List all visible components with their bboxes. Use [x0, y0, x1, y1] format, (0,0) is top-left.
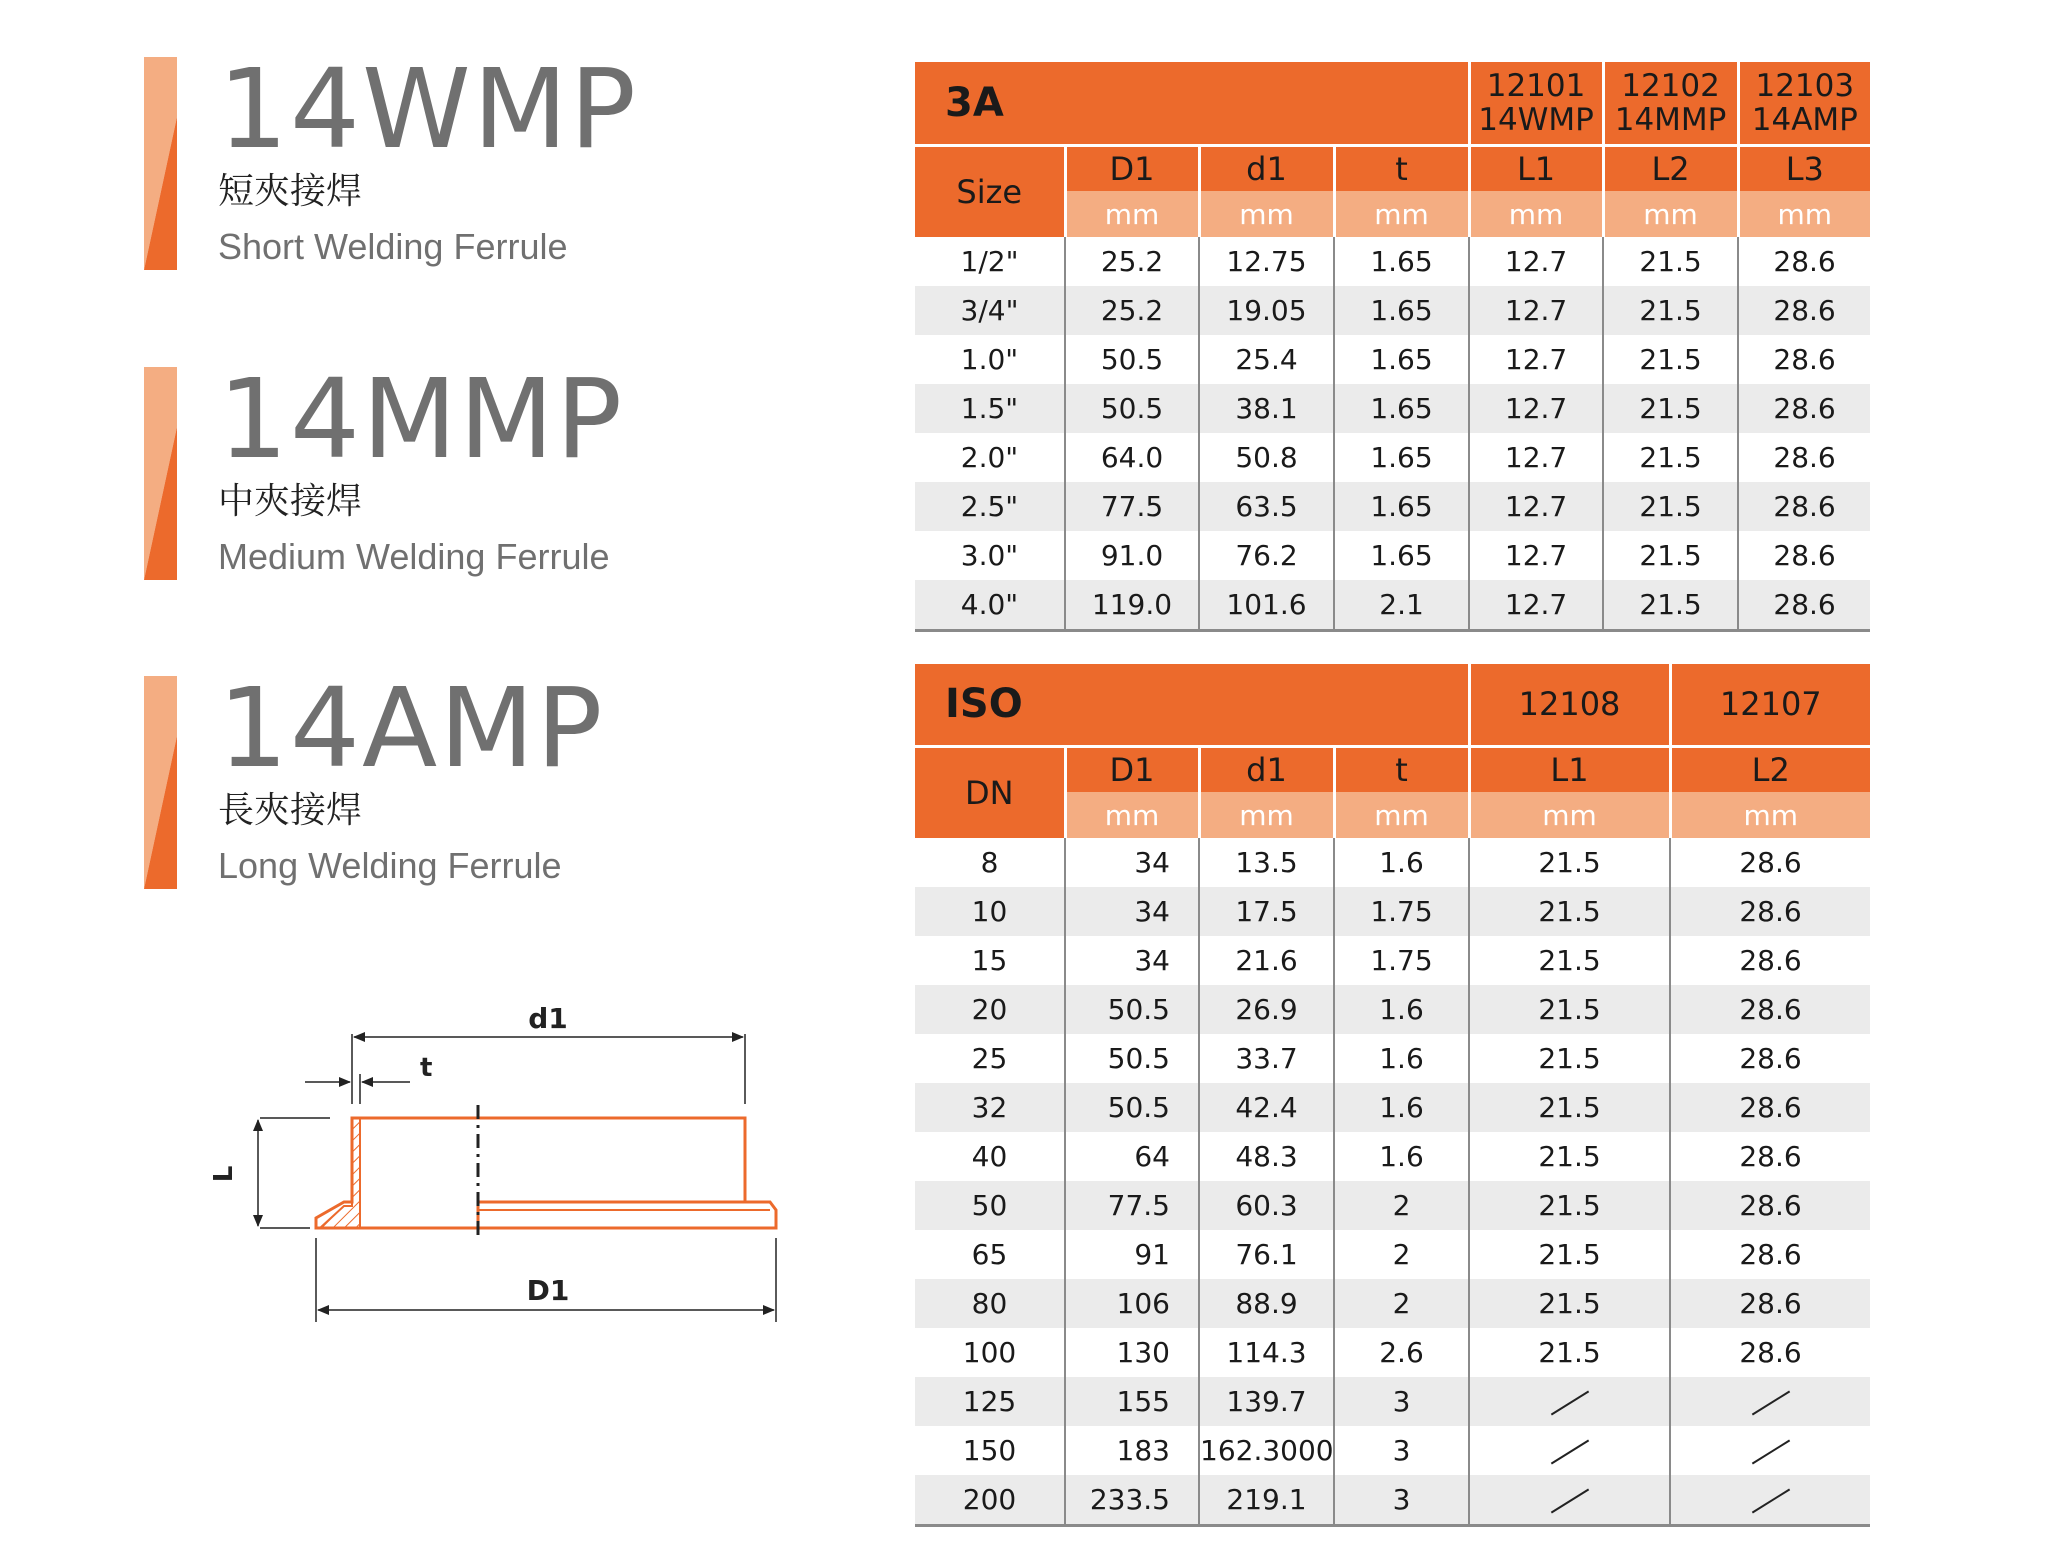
- product-code: 14WMP: [218, 45, 638, 173]
- value-cell: 21.5: [1469, 887, 1670, 936]
- value-cell: [1469, 1377, 1670, 1426]
- size-cell: 1/2": [960, 245, 1019, 278]
- value-cell: 50.5: [1065, 335, 1199, 384]
- product-name-cn: 短夾接焊: [218, 171, 363, 212]
- not-available-mark: [1751, 1439, 1789, 1464]
- value-cell: 28.6: [1738, 482, 1870, 531]
- value-cell: 12.7: [1469, 286, 1603, 335]
- table-3a: [915, 62, 1870, 632]
- value-cell: 77.5: [1065, 1181, 1199, 1230]
- unit-label: mm: [1065, 191, 1199, 237]
- value-cell: 130: [1065, 1328, 1199, 1377]
- value-cell: 25.4: [1199, 335, 1334, 384]
- value-cell: 28.6: [1738, 286, 1870, 335]
- value-cell: 33.7: [1199, 1034, 1334, 1083]
- value-cell: 21.5: [1603, 482, 1738, 531]
- value-cell: 60.3: [1199, 1181, 1334, 1230]
- not-available-mark: [1751, 1488, 1789, 1513]
- table-title: ISO: [915, 664, 1469, 746]
- size-cell: 50: [915, 1181, 1065, 1230]
- col-header: t: [1334, 746, 1469, 792]
- value-cell: 155: [1065, 1377, 1199, 1426]
- value-cell: 1.6: [1334, 1083, 1469, 1132]
- value-cell: 64.0: [1065, 433, 1199, 482]
- table-row: [915, 838, 1870, 887]
- value-cell: 1.6: [1334, 985, 1469, 1034]
- size-cell: 200: [915, 1475, 1065, 1526]
- value-cell: 21.5: [1469, 936, 1670, 985]
- value-cell: 25.2: [1065, 237, 1199, 286]
- value-cell: 50.5: [1065, 985, 1199, 1034]
- table-row: [915, 1328, 1870, 1377]
- value-cell: 21.5: [1603, 531, 1738, 580]
- value-cell: 25.2: [1065, 286, 1199, 335]
- value-cell: 50.5: [1065, 1083, 1199, 1132]
- size-cell: 15: [971, 944, 1008, 977]
- product-name-en: Medium Welding Ferrule: [218, 536, 610, 577]
- col-header: L2: [1603, 145, 1738, 191]
- value-cell: 50.5: [1065, 384, 1199, 433]
- model-header: [1738, 62, 1870, 145]
- col-header: D1: [1065, 746, 1199, 792]
- value-cell: 139.7: [1199, 1377, 1334, 1426]
- not-available-mark: [1550, 1439, 1588, 1464]
- d1-label: d1: [528, 1002, 568, 1035]
- value-cell: 21.5: [1469, 1328, 1670, 1377]
- value-cell: [1469, 1475, 1670, 1526]
- value-cell: 119.0: [1065, 580, 1199, 631]
- value-cell: 48.3: [1199, 1132, 1334, 1181]
- value-cell: 50.8: [1199, 433, 1334, 482]
- model-code: 14WMP: [1478, 101, 1594, 138]
- value-cell: 28.6: [1670, 1230, 1870, 1279]
- table-row: [915, 433, 1870, 482]
- size-cell: 2.0": [960, 441, 1019, 474]
- product-name-en: Long Welding Ferrule: [218, 845, 562, 886]
- size-cell: 65: [971, 1238, 1008, 1271]
- product-name-cn: 長夾接焊: [218, 790, 363, 831]
- value-cell: 2: [1334, 1230, 1469, 1279]
- col-header: L3: [1738, 145, 1870, 191]
- value-cell: 28.6: [1738, 531, 1870, 580]
- product-14mmp: [144, 355, 844, 582]
- value-cell: 17.5: [1199, 887, 1334, 936]
- value-cell: 1.6: [1334, 1034, 1469, 1083]
- value-cell: 12.7: [1469, 531, 1603, 580]
- table-row: [915, 985, 1870, 1034]
- value-cell: 28.6: [1670, 887, 1870, 936]
- product-name-en: Short Welding Ferrule: [218, 226, 568, 267]
- accent-bar: [144, 676, 177, 889]
- value-cell: 183: [1065, 1426, 1199, 1475]
- value-cell: 21.5: [1469, 1132, 1670, 1181]
- value-cell: 1.65: [1334, 237, 1469, 286]
- value-cell: 28.6: [1670, 1034, 1870, 1083]
- model-header: [1469, 62, 1603, 145]
- table-row: [915, 580, 1870, 631]
- value-cell: 28.6: [1670, 1181, 1870, 1230]
- value-cell: [1469, 1426, 1670, 1475]
- unit-label: mm: [1199, 191, 1334, 237]
- table-row: [915, 1034, 1870, 1083]
- value-cell: 21.5: [1603, 384, 1738, 433]
- value-cell: 101.6: [1199, 580, 1334, 631]
- product-code: 14MMP: [218, 355, 625, 483]
- size-cell: 3/4": [915, 286, 1065, 335]
- product-14wmp: [144, 45, 844, 272]
- unit-label: mm: [1334, 792, 1469, 838]
- dn-header: DN: [915, 746, 1065, 838]
- size-cell: 1.5": [915, 384, 1065, 433]
- table-row: [915, 531, 1870, 580]
- value-cell: 1.65: [1334, 433, 1469, 482]
- table-row: [915, 1279, 1870, 1328]
- table-row: [915, 384, 1870, 433]
- value-cell: 2: [1334, 1181, 1469, 1230]
- D1-label: D1: [526, 1274, 570, 1307]
- size-cell: 10: [915, 887, 1065, 936]
- value-cell: 13.5: [1199, 838, 1334, 887]
- value-cell: 1.6: [1334, 838, 1469, 887]
- unit-label: mm: [1670, 792, 1870, 838]
- col-header: d1: [1199, 145, 1334, 191]
- col-header: L1: [1469, 746, 1670, 792]
- table-row: [915, 1377, 1870, 1426]
- value-cell: 3: [1334, 1377, 1469, 1426]
- ferrule-outline: [316, 1118, 745, 1228]
- model-number: 12103: [1755, 67, 1855, 104]
- size-cell: 8: [980, 846, 999, 879]
- value-cell: 28.6: [1670, 1132, 1870, 1181]
- size-cell: 2.5": [915, 482, 1065, 531]
- value-cell: 21.5: [1469, 985, 1670, 1034]
- size-cell: 3.0": [960, 539, 1019, 572]
- value-cell: 91: [1065, 1230, 1199, 1279]
- table-row: [915, 482, 1870, 531]
- value-cell: 21.5: [1603, 580, 1738, 631]
- value-cell: 1.6: [1334, 1132, 1469, 1181]
- t-label: t: [420, 1053, 433, 1083]
- value-cell: 12.7: [1469, 580, 1603, 631]
- value-cell: 28.6: [1670, 1083, 1870, 1132]
- value-cell: 2.6: [1334, 1328, 1469, 1377]
- model-code: 14AMP: [1751, 101, 1858, 138]
- value-cell: 76.1: [1199, 1230, 1334, 1279]
- value-cell: [1670, 1475, 1870, 1526]
- table-row: [915, 1132, 1870, 1181]
- value-cell: 12.7: [1469, 482, 1603, 531]
- value-cell: 2.1: [1334, 580, 1469, 631]
- value-cell: 28.6: [1738, 237, 1870, 286]
- value-cell: 34: [1065, 936, 1199, 985]
- table-row: [915, 1083, 1870, 1132]
- value-cell: 77.5: [1065, 482, 1199, 531]
- l-label: L: [209, 1165, 239, 1183]
- value-cell: 12.75: [1199, 237, 1334, 286]
- size-header: Size: [915, 145, 1065, 237]
- value-cell: 3: [1334, 1426, 1469, 1475]
- ferrule-diagram: [209, 1000, 800, 1340]
- table-row: [915, 335, 1870, 384]
- value-cell: 42.4: [1199, 1083, 1334, 1132]
- model-header: [1603, 62, 1738, 145]
- value-cell: 1.65: [1334, 335, 1469, 384]
- value-cell: 114.3: [1199, 1328, 1334, 1377]
- value-cell: 28.6: [1670, 838, 1870, 887]
- value-cell: 12.7: [1469, 384, 1603, 433]
- value-cell: 21.5: [1469, 1181, 1670, 1230]
- size-cell: 40: [971, 1140, 1008, 1173]
- value-cell: 1.65: [1334, 482, 1469, 531]
- size-cell: 25: [971, 1042, 1008, 1075]
- value-cell: 1.75: [1334, 936, 1469, 985]
- flange-outline: [478, 1202, 776, 1228]
- unit-label: mm: [1603, 191, 1738, 237]
- size-cell: 4.0": [915, 580, 1065, 631]
- size-cell: 125: [915, 1377, 1065, 1426]
- value-cell: 12.7: [1469, 335, 1603, 384]
- value-cell: 21.5: [1469, 1279, 1670, 1328]
- not-available-mark: [1550, 1390, 1588, 1415]
- table-row: [915, 887, 1870, 936]
- unit-label: mm: [1065, 792, 1199, 838]
- value-cell: 1.65: [1334, 531, 1469, 580]
- value-cell: 50.5: [1065, 1034, 1199, 1083]
- value-cell: 219.1: [1199, 1475, 1334, 1526]
- table-row: [915, 1426, 1870, 1475]
- value-cell: 28.6: [1670, 1328, 1870, 1377]
- value-cell: 34: [1065, 887, 1199, 936]
- value-cell: 34: [1065, 838, 1199, 887]
- value-cell: 21.5: [1469, 1083, 1670, 1132]
- col-header: L1: [1469, 145, 1603, 191]
- table-row: [915, 237, 1870, 286]
- col-header: d1: [1199, 746, 1334, 792]
- model-number: 12101: [1486, 67, 1586, 104]
- table-row: [915, 1475, 1870, 1526]
- col-header: L2: [1670, 746, 1870, 792]
- value-cell: [1670, 1426, 1870, 1475]
- size-cell: 80: [915, 1279, 1065, 1328]
- accent-bar: [144, 367, 177, 580]
- table-row: [915, 1181, 1870, 1230]
- not-available-mark: [1550, 1488, 1588, 1513]
- unit-label: mm: [1738, 191, 1870, 237]
- value-cell: 88.9: [1199, 1279, 1334, 1328]
- product-code: 14AMP: [218, 664, 605, 792]
- size-cell: 150: [962, 1434, 1017, 1467]
- value-cell: 106: [1065, 1279, 1199, 1328]
- unit-label: mm: [1469, 792, 1670, 838]
- model-number: 12108: [1469, 664, 1670, 746]
- value-cell: 12.7: [1469, 237, 1603, 286]
- unit-label: mm: [1334, 191, 1469, 237]
- value-cell: 91.0: [1065, 531, 1199, 580]
- value-cell: 21.5: [1603, 286, 1738, 335]
- value-cell: 64: [1065, 1132, 1199, 1181]
- unit-label: mm: [1199, 792, 1334, 838]
- model-number: 12102: [1621, 67, 1720, 104]
- product-14amp: [144, 664, 844, 891]
- size-cell: 1.0": [960, 343, 1019, 376]
- value-cell: 28.6: [1738, 580, 1870, 631]
- not-available-mark: [1751, 1390, 1789, 1415]
- value-cell: 28.6: [1738, 384, 1870, 433]
- table-row: [915, 286, 1870, 335]
- value-cell: 1.65: [1334, 286, 1469, 335]
- value-cell: 3: [1334, 1475, 1469, 1526]
- value-cell: 26.9: [1199, 985, 1334, 1034]
- value-cell: 28.6: [1670, 1279, 1870, 1328]
- value-cell: 21.5: [1469, 1230, 1670, 1279]
- unit-label: mm: [1469, 191, 1603, 237]
- value-cell: 28.6: [1738, 433, 1870, 482]
- model-code: 14MMP: [1614, 101, 1727, 138]
- value-cell: 2: [1334, 1279, 1469, 1328]
- value-cell: 76.2: [1199, 531, 1334, 580]
- value-cell: 21.6: [1199, 936, 1334, 985]
- accent-bar: [144, 57, 177, 270]
- model-number: 12107: [1670, 664, 1870, 746]
- value-cell: 162.3000: [1199, 1426, 1334, 1475]
- value-cell: 38.1: [1199, 384, 1334, 433]
- table-iso: [915, 664, 1870, 1527]
- value-cell: 12.7: [1469, 433, 1603, 482]
- size-cell: 20: [915, 985, 1065, 1034]
- value-cell: 19.05: [1199, 286, 1334, 335]
- value-cell: 28.6: [1670, 985, 1870, 1034]
- value-cell: 28.6: [1738, 335, 1870, 384]
- value-cell: 1.75: [1334, 887, 1469, 936]
- size-cell: 32: [915, 1083, 1065, 1132]
- size-cell: 100: [962, 1336, 1017, 1369]
- value-cell: [1670, 1377, 1870, 1426]
- table-row: [915, 1230, 1870, 1279]
- value-cell: 21.5: [1469, 838, 1670, 887]
- table-row: [915, 936, 1870, 985]
- value-cell: 1.65: [1334, 384, 1469, 433]
- value-cell: 21.5: [1603, 237, 1738, 286]
- col-header: t: [1334, 145, 1469, 191]
- value-cell: 21.5: [1603, 335, 1738, 384]
- value-cell: 28.6: [1670, 936, 1870, 985]
- table-title: 3A: [915, 62, 1469, 145]
- value-cell: 21.5: [1469, 1034, 1670, 1083]
- value-cell: 233.5: [1065, 1475, 1199, 1526]
- value-cell: 63.5: [1199, 482, 1334, 531]
- product-name-cn: 中夾接焊: [218, 481, 363, 522]
- col-header: D1: [1065, 145, 1199, 191]
- value-cell: 21.5: [1603, 433, 1738, 482]
